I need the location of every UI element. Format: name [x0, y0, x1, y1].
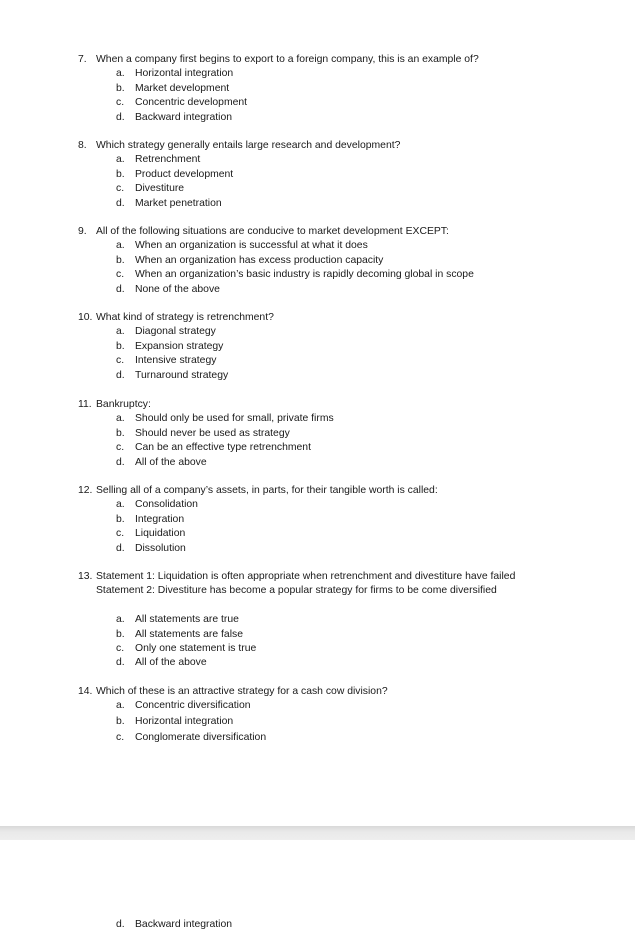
option-letter: c. — [116, 528, 125, 540]
question-7 — [78, 53, 618, 125]
option-text: Turnaround strategy — [135, 369, 229, 381]
option-c — [78, 96, 618, 110]
option-text: Expansion strategy — [135, 340, 224, 352]
option-a — [78, 412, 618, 426]
question-number: 7. — [78, 54, 87, 65]
option-c — [78, 731, 618, 745]
question-number: 12. — [78, 485, 93, 496]
option-text: Consolidation — [135, 499, 198, 511]
option-text: Intensive strategy — [135, 355, 217, 367]
option-d — [78, 369, 618, 383]
option-text: Horizontal integration — [135, 68, 234, 80]
question-text: What kind of strategy is retrenchment? — [96, 312, 274, 323]
option-letter: a. — [116, 326, 125, 338]
question-9 — [78, 225, 618, 297]
option-a — [78, 325, 618, 339]
option-text: None of the above — [135, 283, 220, 295]
option-letter: c. — [116, 355, 125, 367]
option-text: Concentric diversification — [135, 700, 251, 712]
option-text: Concentric development — [135, 97, 248, 109]
option-text: Product development — [135, 168, 234, 180]
question-text: Bankruptcy: — [96, 399, 151, 410]
option-text: When an organization is successful at what it does — [135, 240, 368, 252]
question-11 — [78, 398, 618, 470]
option-letter: c. — [116, 183, 125, 195]
option-c — [78, 441, 618, 455]
page-break-separator — [0, 826, 635, 840]
option-text: All of the above — [135, 456, 207, 468]
option-letter: b. — [116, 168, 125, 180]
option-d — [78, 656, 618, 670]
option-b — [78, 427, 618, 441]
option-text: Dissolution — [135, 542, 186, 554]
option-letter: b. — [116, 340, 125, 352]
option-letter: d. — [116, 657, 125, 669]
option-text: Retrenchment — [135, 154, 201, 166]
option-b — [78, 82, 618, 96]
option-b — [78, 513, 618, 527]
option-d — [78, 111, 618, 125]
option-letter: c. — [116, 97, 125, 109]
option-letter: d. — [116, 542, 125, 554]
option-letter: a. — [116, 499, 125, 511]
option-c — [78, 182, 618, 196]
option-text: When an organization has excess production capacity — [135, 254, 384, 266]
option-letter: d. — [116, 197, 125, 209]
question-number: 13. — [78, 571, 93, 582]
option-text: All statements are false — [135, 628, 243, 640]
document-page-2 — [0, 840, 635, 942]
option-c — [78, 642, 618, 656]
option-letter: d. — [116, 919, 125, 930]
option-text: Diagonal strategy — [135, 326, 216, 338]
option-text: Market development — [135, 82, 230, 94]
question-8 — [78, 139, 618, 211]
question-text: Which strategy generally entails large research and development? — [96, 140, 401, 151]
option-text: Only one statement is true — [135, 642, 257, 654]
option-text: All statements are true — [135, 614, 239, 626]
option-text: Market penetration — [135, 197, 222, 209]
option-letter: d. — [116, 456, 125, 468]
question-text-line-2: Statement 2: Divestiture has become a popular strategy for firms to be come diversified — [96, 585, 497, 597]
question-text: Which of these is an attractive strategy for a cash cow division? — [96, 686, 388, 697]
option-letter: d. — [116, 283, 125, 295]
option-c — [78, 354, 618, 368]
option-letter: d. — [116, 369, 125, 381]
question-12 — [78, 484, 618, 556]
question-10 — [78, 311, 618, 383]
option-text: Backward integration — [135, 919, 233, 930]
option-text: All of the above — [135, 657, 207, 669]
question-number: 9. — [78, 226, 87, 237]
option-d — [78, 542, 618, 556]
option-letter: b. — [116, 628, 125, 640]
option-a — [78, 67, 618, 81]
option-a — [78, 613, 618, 627]
option-a — [78, 153, 618, 167]
option-b — [78, 254, 618, 268]
option-b — [78, 628, 618, 642]
option-b — [78, 168, 618, 182]
option-letter: c. — [116, 731, 125, 743]
option-letter: c. — [116, 642, 125, 654]
question-text: When a company first begins to export to a foreign company, this is an example of? — [96, 54, 479, 65]
question-14-continued — [78, 918, 618, 932]
option-letter: c. — [116, 269, 125, 281]
option-a — [78, 498, 618, 512]
option-a — [78, 239, 618, 253]
question-text: Selling all of a company’s assets, in parts, for their tangible worth is called: — [96, 485, 438, 496]
option-text: Should only be used for small, private firms — [135, 413, 334, 425]
option-letter: b. — [116, 427, 125, 439]
option-text: When an organization’s basic industry is rapidly decoming global in scope — [135, 269, 474, 281]
option-letter: b. — [116, 715, 125, 727]
option-text: Integration — [135, 513, 185, 525]
option-d — [78, 918, 618, 932]
option-letter: a. — [116, 68, 125, 80]
option-text: Conglomerate diversification — [135, 731, 267, 743]
question-number: 11. — [78, 399, 92, 410]
option-letter: b. — [116, 82, 125, 94]
question-number: 10. — [78, 312, 93, 323]
option-letter: b. — [116, 254, 125, 266]
option-letter: a. — [116, 240, 125, 252]
blank-line — [78, 599, 618, 613]
option-text: Divestiture — [135, 183, 185, 195]
option-text: Horizontal integration — [135, 715, 234, 727]
option-d — [78, 283, 618, 297]
option-d — [78, 456, 618, 470]
option-d — [78, 197, 618, 211]
option-letter: d. — [116, 111, 125, 123]
option-letter: a. — [116, 700, 125, 712]
question-14 — [78, 685, 618, 745]
option-letter: c. — [116, 442, 125, 454]
option-letter: a. — [116, 614, 125, 626]
option-a — [78, 699, 618, 715]
option-letter: a. — [116, 413, 125, 425]
option-text: Backward integration — [135, 111, 233, 123]
option-c — [78, 268, 618, 282]
option-letter: b. — [116, 513, 125, 525]
option-text: Liquidation — [135, 528, 186, 540]
question-13 — [78, 570, 618, 671]
option-text: Should never be used as strategy — [135, 427, 290, 439]
question-text: All of the following situations are conducive to market development EXCEPT: — [96, 226, 449, 237]
question-text: Statement 1: Liquidation is often appropriate when retrenchment and divestiture have failed — [96, 571, 516, 582]
question-number: 8. — [78, 140, 87, 151]
option-b — [78, 340, 618, 354]
option-text: Can be an effective type retrenchment — [135, 442, 311, 454]
option-letter: a. — [116, 154, 125, 166]
question-number: 14. — [78, 686, 93, 697]
option-b — [78, 715, 618, 731]
option-c — [78, 527, 618, 541]
